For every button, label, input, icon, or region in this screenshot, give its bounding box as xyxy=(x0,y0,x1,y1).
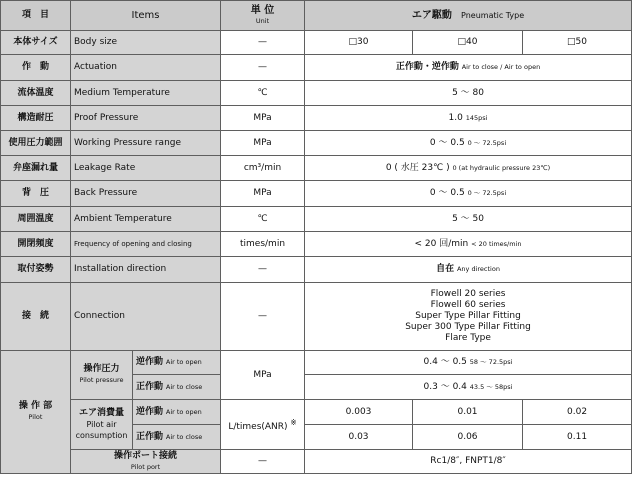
header-unit-ja: 単 位 xyxy=(250,4,275,16)
air-to-close-en: Air to close xyxy=(165,382,203,391)
header-item-en: Items xyxy=(71,1,221,31)
value-main: 0 ～ 0.5 xyxy=(429,188,465,198)
air-to-close-label xyxy=(133,375,221,400)
label-en: Back Pressure xyxy=(71,181,221,207)
row-ambient-temperature xyxy=(1,207,632,232)
header-type-en: Pneumatic Type xyxy=(461,10,525,20)
pilot-pressure-ja: 操作圧力 xyxy=(83,364,120,374)
value-cell xyxy=(305,181,632,207)
pilot-port-en: Pilot port xyxy=(130,462,161,471)
pilot-label-en: Pilot xyxy=(28,413,43,421)
air-to-open-en: Air to open xyxy=(165,407,202,416)
unit-text: L/times(ANR) xyxy=(228,421,288,432)
value-en: 145psi xyxy=(465,113,488,122)
label-en: Leakage Rate xyxy=(71,156,221,181)
header-type-ja: エア駆動 xyxy=(411,9,452,21)
label-ja: 開閉頻度 xyxy=(1,232,71,257)
consumption-close-40: 0.06 xyxy=(413,425,523,450)
pilot-port-unit: — xyxy=(221,450,305,474)
label-ja: 本体サイズ xyxy=(1,31,71,55)
value-cell xyxy=(305,131,632,156)
value-cell xyxy=(305,55,632,81)
pilot-consumption-en2: consumption xyxy=(75,431,128,440)
label-ja: 流体温度 xyxy=(1,81,71,106)
unit-cell: — xyxy=(221,257,305,283)
value-ja: 正作動・逆作動 xyxy=(395,62,459,72)
label-en: Connection xyxy=(71,283,221,351)
value-cell xyxy=(305,81,632,106)
label-ja: 取付姿勢 xyxy=(1,257,71,283)
pilot-pressure-label xyxy=(71,351,133,400)
value-main: < 20 回/min xyxy=(414,238,469,249)
value-main: 5 ～ 50 xyxy=(452,213,484,224)
header-row xyxy=(1,1,632,31)
pilot-port-label xyxy=(71,450,221,474)
unit-cell: ℃ xyxy=(221,81,305,106)
row-leakage-rate xyxy=(1,156,632,181)
pilot-consumption-unit xyxy=(221,400,305,450)
consumption-close-50: 0.11 xyxy=(523,425,632,450)
note-mark: ※ xyxy=(290,417,297,427)
air-to-close-ja: 正作動 xyxy=(136,381,164,392)
air-to-open-label xyxy=(133,400,221,425)
value-main: 0 ( 水圧 23℃ ) xyxy=(385,162,450,173)
connection-line: Super Type Pillar Fitting xyxy=(415,311,521,321)
pilot-pressure-unit: MPa xyxy=(221,351,305,400)
label-ja: 作 動 xyxy=(1,55,71,81)
label-ja: 接 続 xyxy=(1,283,71,351)
pilot-port-ja: 操作ポート接続 xyxy=(114,450,178,461)
air-to-open-label xyxy=(133,351,221,375)
size-50: □50 xyxy=(523,31,632,55)
value-en: 0 ～ 72.5psi xyxy=(467,138,507,147)
row-connection xyxy=(1,283,632,351)
value-main: 自在 xyxy=(436,264,455,274)
header-unit xyxy=(221,1,305,31)
row-installation xyxy=(1,257,632,283)
value-en: < 20 times/min xyxy=(471,239,522,248)
label-en: Medium Temperature xyxy=(71,81,221,106)
air-to-close-label xyxy=(133,425,221,450)
row-working-pressure xyxy=(1,131,632,156)
air-to-open-ja: 逆作動 xyxy=(136,406,164,417)
row-medium-temperature xyxy=(1,81,632,106)
header-unit-en: Unit xyxy=(255,16,270,25)
row-frequency xyxy=(1,232,632,257)
pilot-consumption-en1: Pilot air xyxy=(86,420,117,429)
row-actuation xyxy=(1,55,632,81)
label-en: Working Pressure range xyxy=(71,131,221,156)
row-pilot-consumption-open xyxy=(1,400,632,425)
value-en: Any direction xyxy=(456,265,500,273)
unit-cell: — xyxy=(221,31,305,55)
value-en: 43.5 ～ 58psi xyxy=(469,382,513,391)
consumption-open-30: 0.003 xyxy=(305,400,413,425)
pilot-pressure-close-value xyxy=(305,375,632,400)
value-cell xyxy=(305,156,632,181)
row-body-size xyxy=(1,31,632,55)
label-en: Ambient Temperature xyxy=(71,207,221,232)
pilot-pressure-open-value xyxy=(305,351,632,375)
consumption-close-30: 0.03 xyxy=(305,425,413,450)
consumption-open-50: 0.02 xyxy=(523,400,632,425)
pilot-pressure-en: Pilot pressure xyxy=(79,376,124,384)
row-back-pressure xyxy=(1,181,632,207)
value-cell xyxy=(305,207,632,232)
label-ja: 構造耐圧 xyxy=(1,106,71,131)
value-main: 5 ～ 80 xyxy=(452,87,484,98)
value-main: 0 ～ 0.5 xyxy=(429,137,465,148)
unit-cell: cm³/min xyxy=(221,156,305,181)
header-type xyxy=(305,1,632,31)
connection-line: Flare Type xyxy=(445,333,491,343)
value-en: 58 ～ 72.5psi xyxy=(469,358,513,366)
value-en: Air to close / Air to open xyxy=(461,63,541,71)
unit-cell: MPa xyxy=(221,106,305,131)
row-proof-pressure xyxy=(1,106,632,131)
unit-cell: MPa xyxy=(221,181,305,207)
connection-list xyxy=(305,283,632,351)
air-to-close-ja: 正作動 xyxy=(136,431,164,442)
unit-cell: times/min xyxy=(221,232,305,257)
row-pilot-pressure-open xyxy=(1,351,632,375)
size-40: □40 xyxy=(413,31,523,55)
consumption-open-40: 0.01 xyxy=(413,400,523,425)
size-30: □30 xyxy=(305,31,413,55)
pilot-consumption-label xyxy=(71,400,133,450)
connection-line: Flowell 20 series xyxy=(430,289,506,299)
label-ja: 背 圧 xyxy=(1,181,71,207)
label-ja: 使用圧力範囲 xyxy=(1,131,71,156)
unit-cell: MPa xyxy=(221,131,305,156)
value-main: 0.3 ～ 0.4 xyxy=(423,381,467,392)
label-ja: 弁座漏れ量 xyxy=(1,156,71,181)
label-en: Frequency of opening and closing xyxy=(71,232,221,257)
air-to-open-en: Air to open xyxy=(165,358,202,366)
value-en: 0 ～ 72.5psi xyxy=(467,189,507,197)
label-ja: 周囲温度 xyxy=(1,207,71,232)
value-main: 0.4 ～ 0.5 xyxy=(423,357,467,367)
value-cell xyxy=(305,106,632,131)
header-item-ja: 項 目 xyxy=(1,1,71,31)
unit-cell: ℃ xyxy=(221,207,305,232)
value-main: 1.0 xyxy=(448,112,463,123)
unit-cell: — xyxy=(221,283,305,351)
value-en: 0 (at hydraulic pressure 23℃) xyxy=(452,163,551,172)
label-en: Proof Pressure xyxy=(71,106,221,131)
air-to-close-en: Air to close xyxy=(165,432,203,441)
pilot-label-ja: 操 作 部 xyxy=(18,401,53,411)
pilot-port-value: Rc1/8″, FNPT1/8″ xyxy=(305,450,632,474)
label-en: Body size xyxy=(71,31,221,55)
label-en: Installation direction xyxy=(71,257,221,283)
row-pilot-port xyxy=(1,450,632,474)
label-en: Actuation xyxy=(71,55,221,81)
air-to-open-ja: 逆作動 xyxy=(136,357,164,367)
value-cell xyxy=(305,257,632,283)
pilot-consumption-ja: エア消費量 xyxy=(78,408,124,418)
unit-cell: — xyxy=(221,55,305,81)
value-cell xyxy=(305,232,632,257)
pilot-label xyxy=(1,351,71,474)
connection-line: Super 300 Type Pillar Fitting xyxy=(405,322,531,332)
connection-line: Flowell 60 series xyxy=(430,300,506,310)
